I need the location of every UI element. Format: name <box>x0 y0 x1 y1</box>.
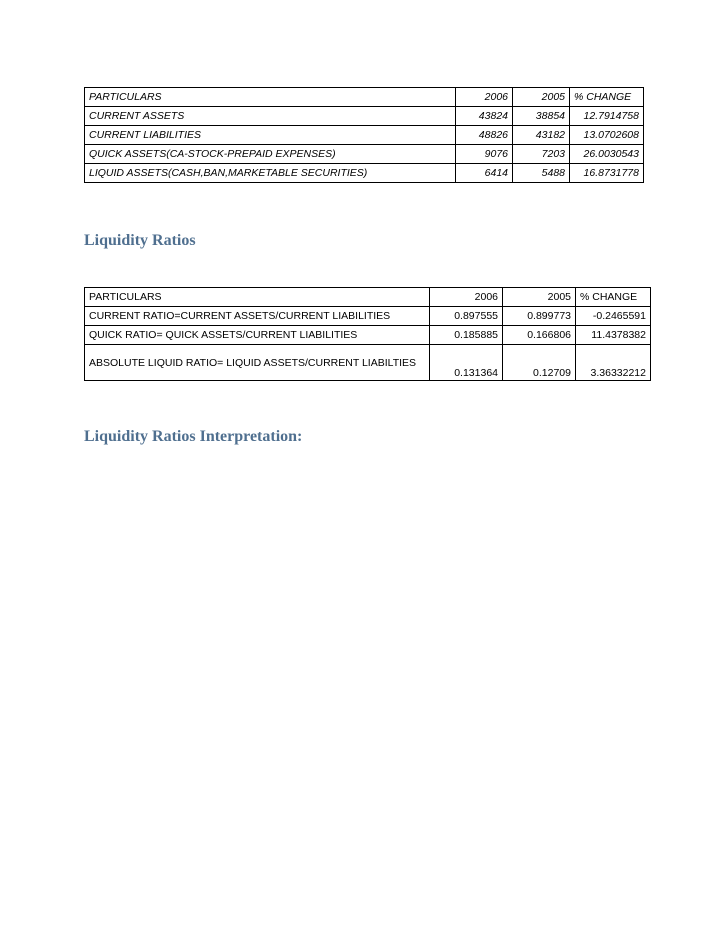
value-2005: 0.166806 <box>503 326 576 345</box>
table-row <box>85 164 644 183</box>
value-percent-change: -0.2465591 <box>576 307 651 326</box>
table-row <box>85 307 651 326</box>
value-2005: 38854 <box>513 107 570 126</box>
balance-figures-table <box>84 87 644 183</box>
value-2006: 0.131364 <box>430 345 503 381</box>
table-header-row <box>85 88 644 107</box>
table-header-row <box>85 288 651 307</box>
table-row <box>85 126 644 145</box>
row-label: CURRENT ASSETS <box>85 107 456 126</box>
value-percent-change: 26.0030543 <box>570 145 644 164</box>
liquidity-ratios-interpretation-heading: Liquidity Ratios Interpretation: <box>84 428 303 445</box>
row-label: QUICK RATIO= QUICK ASSETS/CURRENT LIABILITIES <box>85 326 430 345</box>
header-percent-change: % CHANGE <box>570 88 644 107</box>
value-percent-change: 11.4378382 <box>576 326 651 345</box>
header-percent-change: % CHANGE <box>576 288 651 307</box>
value-2006: 0.897555 <box>430 307 503 326</box>
table-row <box>85 326 651 345</box>
value-2005: 43182 <box>513 126 570 145</box>
value-2005: 5488 <box>513 164 570 183</box>
value-percent-change: 16.8731778 <box>570 164 644 183</box>
header-particulars: PARTICULARS <box>85 288 430 307</box>
value-2006: 0.185885 <box>430 326 503 345</box>
table-row <box>85 107 644 126</box>
header-year-2005: 2005 <box>513 88 570 107</box>
liquidity-ratios-table <box>84 287 651 381</box>
value-2005: 0.899773 <box>503 307 576 326</box>
row-label: ABSOLUTE LIQUID RATIO= LIQUID ASSETS/CURRENT LIABILTIES <box>85 345 430 381</box>
value-2006: 9076 <box>456 145 513 164</box>
value-2006: 6414 <box>456 164 513 183</box>
value-2005: 0.12709 <box>503 345 576 381</box>
header-year-2005: 2005 <box>503 288 576 307</box>
value-2005: 7203 <box>513 145 570 164</box>
value-percent-change: 3.36332212 <box>576 345 651 381</box>
value-percent-change: 13.0702608 <box>570 126 644 145</box>
liquidity-ratios-heading: Liquidity Ratios <box>84 232 196 249</box>
value-2006: 43824 <box>456 107 513 126</box>
row-label: LIQUID ASSETS(CASH,BAN,MARKETABLE SECURITIES) <box>85 164 456 183</box>
header-year-2006: 2006 <box>456 88 513 107</box>
row-label: CURRENT RATIO=CURRENT ASSETS/CURRENT LIABILITIES <box>85 307 430 326</box>
row-label: CURRENT LIABILITIES <box>85 126 456 145</box>
table-row <box>85 345 651 381</box>
value-percent-change: 12.7914758 <box>570 107 644 126</box>
header-particulars: PARTICULARS <box>85 88 456 107</box>
row-label: QUICK ASSETS(CA-STOCK-PREPAID EXPENSES) <box>85 145 456 164</box>
value-2006: 48826 <box>456 126 513 145</box>
header-year-2006: 2006 <box>430 288 503 307</box>
table-row <box>85 145 644 164</box>
